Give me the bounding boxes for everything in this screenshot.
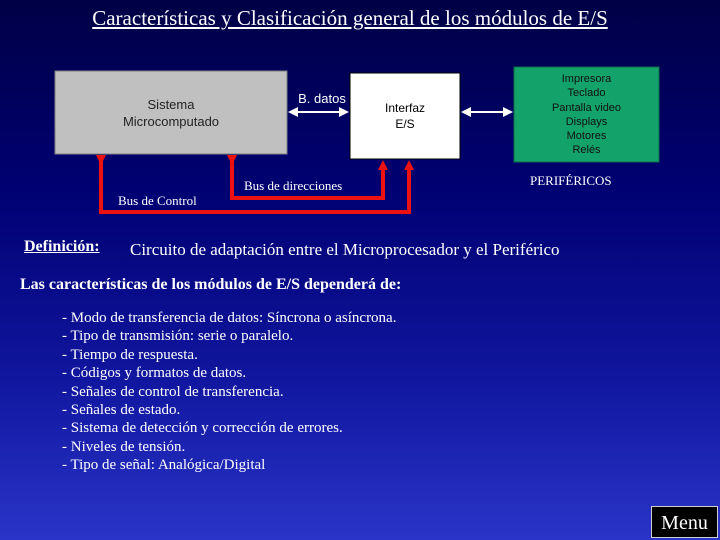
data-bus-label: B. datos [298, 91, 346, 106]
menu-button[interactable]: Menu [651, 506, 718, 538]
system-label-line2: Microcomputado [122, 113, 220, 129]
list-item: - Modo de transferencia de datos: Síncrona o asíncrona. [62, 310, 397, 326]
peripherals-list [514, 72, 659, 158]
definition-text: Circuito de adaptación entre el Microprocesador y el Periférico [130, 240, 560, 259]
list-item: - Tipo de transmisión: serie o paralelo. [62, 328, 294, 345]
list-item: - Señales de estado. [62, 402, 181, 419]
peripheral-item: Impresora [561, 73, 612, 85]
control-bus-label: Bus de Control [118, 193, 197, 208]
peripheral-item: Relés [572, 144, 601, 157]
peripheral-item: Teclado [567, 87, 606, 100]
peripherals-caption: PERIFÉRICOS [530, 173, 612, 188]
system-label-line1: Sistema [147, 97, 195, 112]
peripheral-item: Displays [565, 115, 608, 128]
list-item: - Tipo de señal: Analógica/Digital [62, 457, 266, 474]
characteristics-heading: Las características de los módulos de E/S dependerá de: [20, 276, 402, 293]
list-item: - Códigos y formatos de datos. [62, 365, 247, 382]
peripheral-item: Motores [566, 130, 607, 143]
slide-title: Características y Clasificación general de los módulos de E/S [92, 6, 608, 30]
list-item: - Tiempo de respuesta. [62, 346, 198, 363]
peripheral-item: Pantalla video [551, 101, 622, 114]
characteristics-list [62, 309, 396, 475]
interface-label-line1: Interfaz [384, 101, 426, 115]
interface-label-line2: E/S [395, 116, 415, 131]
definition-term: Definición: [24, 238, 100, 255]
peripheral-link-arrow [461, 107, 513, 117]
list-item: - Sistema de detección y corrección de errores. [62, 420, 343, 437]
interface-box-label [350, 101, 460, 132]
list-item: - Niveles de tensión. [62, 438, 186, 455]
system-box-label [55, 97, 287, 131]
address-bus-label: Bus de direcciones [244, 178, 343, 193]
list-item: - Señales de control de transferencia. [62, 383, 284, 400]
data-bus-arrow [288, 107, 349, 117]
